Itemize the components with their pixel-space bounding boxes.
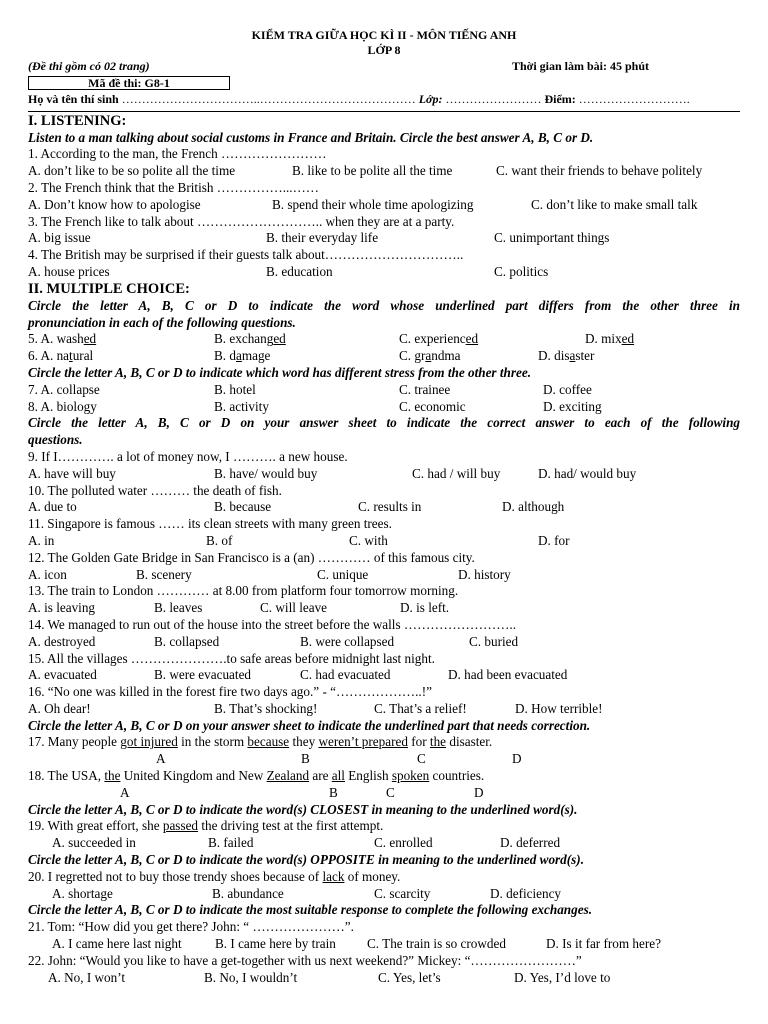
q20-stem: 20. I regretted not to buy those trendy shoes because of lack of money. (28, 868, 401, 884)
time-allowed: Thời gian làm bài: 45 phút (512, 59, 650, 73)
q10-option-c[interactable]: C. results in (358, 499, 422, 515)
q11-option-a[interactable]: A. in (28, 532, 55, 548)
q14-stem: 14. We managed to run out of the house into the street before the walls …………………….. (28, 616, 516, 632)
q14-option-c[interactable]: B. were collapsed (300, 633, 395, 649)
q21-option-b[interactable]: B. I came here by train (215, 936, 336, 952)
mc-instruction-3a: Circle the letter A, B, C or D on your answer sheet to indicate the correct answer to each of the following (28, 415, 740, 431)
q12-option-c[interactable]: C. unique (317, 566, 369, 582)
q16-stem: 16. “No one was killed in the forest fire two days ago.” - “………………..!” (28, 684, 432, 700)
q7-row (28, 382, 740, 399)
q1-option-a[interactable]: A. don’t like to be so polite all the time (28, 163, 236, 179)
q4-option-c[interactable]: C. politics (494, 263, 549, 279)
q17-letter-d[interactable]: D (512, 751, 522, 767)
code-row (28, 75, 740, 91)
q19-option-b[interactable]: B. failed (208, 835, 254, 851)
student-info-row (28, 91, 740, 108)
q15-option-c[interactable]: C. had evacuated (300, 667, 391, 683)
exam-grade: LỚP 8 (367, 43, 401, 57)
q13-option-b[interactable]: B. leaves (154, 600, 203, 616)
q20-options (28, 886, 740, 903)
q20-underlined: lack (322, 868, 345, 884)
q16-option-b[interactable]: B. That’s shocking! (214, 700, 318, 716)
q3-options (28, 230, 740, 247)
q22-option-c[interactable]: C. Yes, let’s (378, 969, 441, 985)
q17-part-c[interactable]: weren’t prepared (318, 734, 408, 750)
q19-option-c[interactable]: C. enrolled (374, 835, 433, 851)
q17-part-a[interactable]: got injured (120, 734, 178, 750)
pages-note: (Đề thi gồm có 02 trang) (28, 59, 150, 73)
q10-stem: 10. The polluted water ……… the death of fish. (28, 482, 282, 498)
q10-options (28, 499, 740, 516)
q7-option-b[interactable]: B. hotel (214, 381, 256, 397)
q2-option-a[interactable]: A. Don’t know how to apologise (28, 196, 201, 212)
q22-options (28, 970, 740, 987)
q4-stem: 4. The British may be surprised if their guests talk about………………………….. (28, 247, 464, 263)
q4-option-a[interactable]: A. house prices (28, 263, 110, 279)
mc-instruction-3b: questions. (28, 432, 83, 448)
q11-option-d[interactable]: D. for (538, 532, 570, 548)
exam-page (28, 28, 740, 986)
meta-row (28, 58, 740, 75)
q2-option-c[interactable]: C. don’t like to make small talk (531, 196, 698, 212)
q4-options (28, 264, 740, 281)
q11-option-c[interactable]: C. with (349, 532, 388, 548)
q18-letter-d[interactable]: D (474, 784, 484, 800)
q3-option-b[interactable]: B. their everyday life (266, 230, 379, 246)
q19-options (28, 835, 740, 852)
q21-options (28, 936, 740, 953)
q13-options (28, 600, 740, 617)
mc-instruction-2: Circle the letter A, B, C or D to indicate which word has different stress from the other three. (28, 364, 531, 380)
q9-stem: 9. If I…………. a lot of money now, I ………. a new house. (28, 448, 348, 464)
q8-option-a[interactable]: 8. A. biology (28, 398, 97, 414)
q1-option-b[interactable]: B. like to be polite all the time (292, 163, 453, 179)
q8-option-b[interactable]: B. activity (214, 398, 269, 414)
q20-option-a[interactable]: A. shortage (52, 885, 113, 901)
q21-option-c[interactable]: C. The train is so crowded (367, 936, 506, 952)
q13-option-c[interactable]: C. will leave (260, 600, 328, 616)
class-blank[interactable]: …………………… (445, 91, 545, 106)
q9-option-a[interactable]: A. have will buy (28, 465, 116, 481)
listening-heading: I. LISTENING: (28, 112, 127, 129)
q15-stem: 15. All the villages ………………….to safe areas before midnight last night. (28, 650, 435, 666)
q6-option-d[interactable]: D. disaster (538, 348, 595, 364)
q16-option-c[interactable]: C. That’s a relief! (374, 700, 467, 716)
q6-option-a[interactable]: 6. A. natural (28, 348, 94, 364)
q15-option-a[interactable]: A. evacuated (28, 667, 97, 683)
mc-instruction-7: Circle the letter A, B, C or D to indicate the most suitable response to complete the following exchanges. (28, 902, 593, 918)
q17-letter-c[interactable]: C (417, 751, 426, 767)
mc-instruction-1b: pronunciation in each of the following questions. (28, 314, 296, 330)
q11-options (28, 533, 740, 550)
q5-row (28, 331, 740, 348)
mc-instruction-1a: Circle the letter A, B, C or D to indicate the word whose underlined part differs from the other three in (28, 297, 740, 313)
mc-instruction-6: Circle the letter A, B, C or D to indicate the word(s) OPPOSITE in meaning to the underlined word(s). (28, 852, 584, 868)
q9-option-b[interactable]: B. have/ would buy (214, 465, 318, 481)
class-label: Lớp: (418, 91, 443, 106)
q8-option-c[interactable]: C. economic (399, 398, 466, 414)
q7-option-a[interactable]: 7. A. collapse (28, 381, 100, 397)
q19-option-a[interactable]: A. succeeded in (52, 835, 136, 851)
q9-option-c[interactable]: C. had / will buy (412, 465, 501, 481)
q13-stem: 13. The train to London ………… at 8.00 from platform four tomorrow morning. (28, 583, 459, 599)
q3-stem: 3. The French like to talk about ……………………….. when they are at a party. (28, 213, 455, 229)
q2-options (28, 197, 740, 214)
q3-option-c[interactable]: C. unimportant things (494, 230, 610, 246)
name-blank[interactable]: ……………………………..………………………………… (121, 91, 419, 106)
q7-option-d[interactable]: D. coffee (543, 381, 592, 397)
q14-option-d[interactable]: C. buried (469, 633, 519, 649)
q10-option-b[interactable]: B. because (214, 499, 272, 515)
q17-sentence: 17. Many people got injured in the storm because they weren’t prepared for the disaster. (28, 734, 493, 750)
q17-letters (28, 751, 740, 768)
q8-row (28, 399, 740, 416)
q1-stem: 1. According to the man, the French …………………… (28, 146, 327, 162)
q14-option-a[interactable]: A. destroyed (28, 633, 96, 649)
q19-stem: 19. With great effort, she passed the driving test at the first attempt. (28, 818, 384, 834)
q5-option-c[interactable]: C. experienced (399, 331, 479, 347)
q5-option-b[interactable]: B. exchanged (214, 331, 286, 347)
q6-option-b[interactable]: B. damage (214, 348, 271, 364)
q21-option-d[interactable]: D. Is it far from here? (546, 936, 661, 952)
q20-option-b[interactable]: B. abundance (212, 885, 284, 901)
q19-option-d[interactable]: D. deferred (500, 835, 561, 851)
q22-option-a[interactable]: A. No, I won’t (48, 969, 126, 985)
q18-letter-b[interactable]: B (329, 784, 338, 800)
q22-option-d[interactable]: D. Yes, I’d love to (514, 969, 611, 985)
q5-option-a[interactable]: 5. A. washed (28, 331, 97, 347)
q15-options (28, 667, 740, 684)
mc-instruction-5: Circle the letter A, B, C or D to indicate the word(s) CLOSEST in meaning to the underlined word(s). (28, 801, 578, 817)
header-divider (28, 111, 740, 112)
score-blank[interactable]: ………………………. (578, 91, 690, 106)
q1-options (28, 163, 740, 180)
mc-heading: II. MULTIPLE CHOICE: (28, 280, 190, 297)
listening-instruction: Listen to a man talking about social customs in France and Britain. Circle the best answer A, B, C or D. (28, 129, 594, 145)
q13-option-a[interactable]: A. is leaving (28, 600, 96, 616)
q18-part-a[interactable]: the (104, 768, 121, 784)
q14-option-b[interactable]: B. collapsed (154, 633, 220, 649)
q20-option-d[interactable]: D. deficiency (490, 885, 562, 901)
q3-option-a[interactable]: A. big issue (28, 230, 91, 246)
q18-part-b[interactable]: Zealand (266, 768, 310, 784)
q10-option-a[interactable]: A. due to (28, 499, 77, 515)
score-label: Điểm: (544, 91, 576, 106)
q17-letter-b[interactable]: B (301, 751, 310, 767)
q18-part-c[interactable]: all (331, 768, 345, 784)
q12-option-d[interactable]: D. history (458, 566, 511, 582)
q12-stem: 12. The Golden Gate Bridge in San Francisco is a (an) ………… of this famous city. (28, 549, 475, 565)
q12-option-a[interactable]: A. icon (28, 566, 67, 582)
q17-letter-a[interactable]: A (156, 751, 166, 767)
q17-part-b[interactable]: because (247, 734, 290, 750)
q6-row (28, 348, 740, 365)
q4-option-b[interactable]: B. education (266, 263, 333, 279)
q15-option-b[interactable]: B. were evacuated (154, 667, 252, 683)
q11-stem: 11. Singapore is famous …… its clean streets with many green trees. (28, 516, 392, 532)
q9-option-d[interactable]: D. had/ would buy (538, 465, 637, 481)
q12-options (28, 567, 740, 584)
q22-stem: 22. John: “Would you like to have a get-together with us next weekend?” Mickey: “……………………” (28, 952, 582, 968)
q11-option-b[interactable]: B. of (206, 532, 233, 548)
q18-sentence: 18. The USA, the United Kingdom and New Zealand are all English spoken countries. (28, 768, 485, 784)
exam-title: KIỂM TRA GIỮA HỌC KÌ II - MÔN TIẾNG ANH (251, 28, 517, 42)
q21-stem: 21. Tom: “How did you get there? John: “ …………………”. (28, 919, 354, 935)
q21-option-a[interactable]: A. I came here last night (52, 936, 182, 952)
q18-letters (28, 785, 740, 802)
q15-option-d[interactable]: D. had been evacuated (448, 667, 568, 683)
q2-option-b[interactable]: B. spend their whole time apologizing (272, 196, 474, 212)
q16-options (28, 701, 740, 718)
q8-option-d[interactable]: D. exciting (543, 398, 602, 414)
q1-option-c[interactable]: C. want their friends to behave politely (496, 163, 703, 179)
q12-option-b[interactable]: B. scenery (136, 566, 192, 582)
q7-option-c[interactable]: C. trainee (399, 381, 451, 397)
name-label: Họ và tên thí sinh (28, 91, 119, 106)
q22-option-b[interactable]: B. No, I wouldn’t (204, 969, 298, 985)
q18-part-d[interactable]: spoken (391, 768, 430, 784)
q20-option-c[interactable]: C. scarcity (374, 885, 431, 901)
mc-instruction-4: Circle the letter A, B, C or D on your answer sheet to indicate the underlined part that needs correction. (28, 717, 591, 733)
q17-part-d[interactable]: the (429, 734, 447, 750)
q16-option-d[interactable]: D. How terrible! (515, 700, 603, 716)
q19-underlined: passed (162, 818, 199, 834)
q2-stem: 2. The French think that the British ……………...…… (28, 179, 319, 195)
q10-option-d[interactable]: D. although (502, 499, 565, 515)
q14-options (28, 634, 740, 651)
q18-letter-c[interactable]: C (386, 784, 395, 800)
q6-option-c[interactable]: C. grandma (399, 348, 461, 364)
q13-option-d[interactable]: D. is left. (400, 600, 450, 616)
q16-option-a[interactable]: A. Oh dear! (28, 700, 91, 716)
q18-letter-a[interactable]: A (120, 784, 130, 800)
exam-code-box: Mã đề thi: G8-1 (28, 76, 230, 90)
q5-option-d[interactable]: D. mixed (585, 331, 635, 347)
q9-options (28, 466, 740, 483)
